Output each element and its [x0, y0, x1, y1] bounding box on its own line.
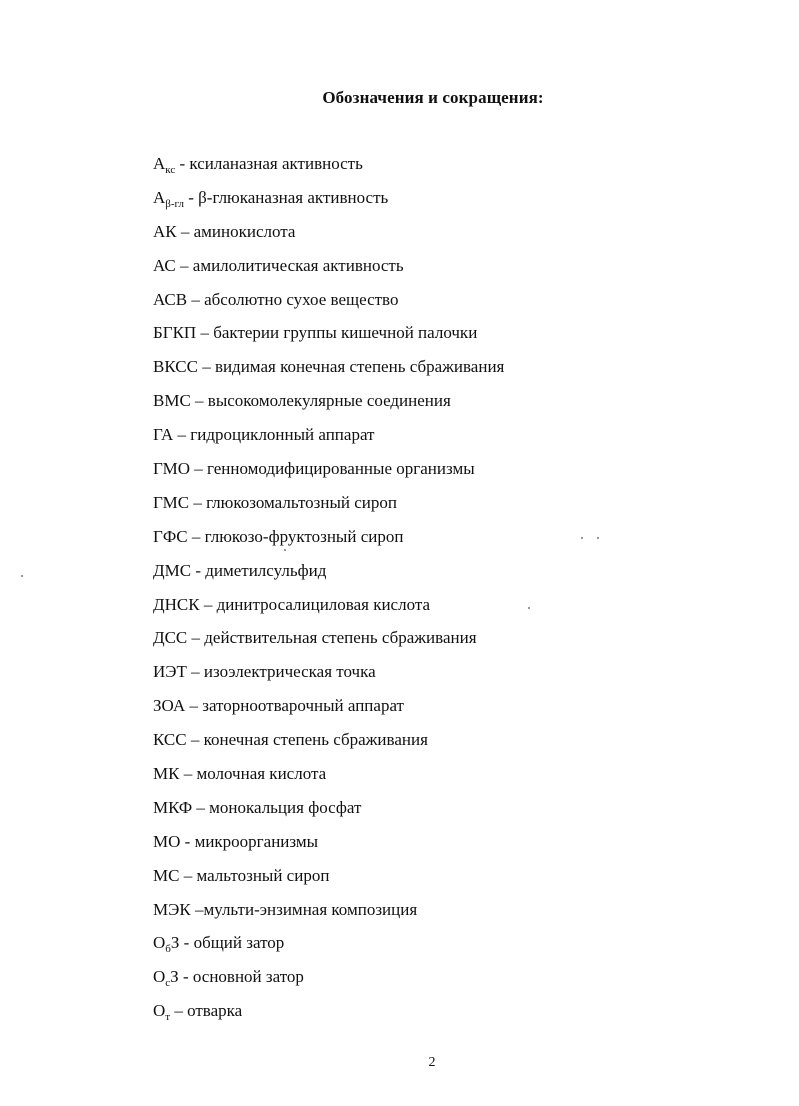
scan-speck: [21, 575, 23, 577]
definition: – монокальция фосфат: [192, 797, 362, 817]
abbreviation-subscript: с: [165, 977, 171, 990]
abbreviation: ВМС: [153, 391, 191, 411]
abbreviation: КСС: [153, 730, 187, 750]
list-item: [153, 424, 504, 458]
list-item: [153, 729, 504, 763]
definition: – действительная степень сбраживания: [187, 628, 477, 648]
definition: –мульти-энзимная композиция: [190, 899, 418, 919]
scan-speck: [581, 537, 583, 539]
abbreviation: О: [153, 933, 166, 953]
abbreviation: О: [153, 967, 166, 987]
list-item: [153, 831, 504, 865]
definition: – аминокислота: [176, 221, 296, 241]
abbreviation: О: [153, 1001, 166, 1021]
abbreviation: ГА: [153, 425, 174, 445]
list-item: [153, 356, 504, 390]
abbreviation: ДНСК: [153, 594, 200, 614]
definition: З - основной затор: [170, 967, 304, 987]
list-item: [153, 1000, 504, 1034]
page-title: Обозначения и сокращения:: [322, 88, 544, 107]
list-item: [153, 153, 504, 187]
list-item: [153, 289, 504, 323]
list-item: [153, 322, 504, 356]
definition: З - общий затор: [170, 933, 285, 953]
definition: – глюкозомальтозный сироп: [189, 492, 397, 512]
page-number: 2: [428, 1055, 436, 1070]
list-item: [153, 390, 504, 424]
abbreviation: ВКСС: [153, 357, 198, 377]
definition: – изоэлектрическая точка: [186, 662, 376, 682]
abbreviation-subscript: б: [165, 943, 171, 956]
definition: – молочная кислота: [179, 764, 327, 784]
list-item: [153, 763, 504, 797]
abbreviation: А: [153, 187, 166, 207]
abbreviation: А: [153, 154, 166, 173]
abbreviation: МС: [153, 865, 180, 885]
scan-speck: [284, 549, 286, 551]
definition: – абсолютно сухое вещество: [187, 289, 399, 309]
definition: – мальтозный сироп: [179, 865, 330, 885]
list-item: [153, 865, 504, 899]
definition: – высокомолекулярные соединения: [190, 391, 451, 411]
scan-speck: [528, 607, 530, 609]
abbreviation: АС: [153, 255, 176, 275]
list-item: [153, 221, 504, 255]
list-item: [153, 627, 504, 661]
abbreviation: МК: [153, 764, 180, 784]
definition: – амилолитическая активность: [175, 255, 404, 275]
definition: – заторноотварочный аппарат: [185, 696, 404, 716]
abbreviation: АСВ: [153, 289, 188, 309]
list-item: [153, 458, 504, 492]
abbreviation-subscript: β-гл: [165, 197, 184, 210]
list-item: [153, 661, 504, 695]
definition: – бактерии группы кишечной палочки: [196, 323, 478, 343]
abbreviation: ДМС: [153, 560, 192, 580]
list-item: [153, 560, 504, 594]
definition: - диметилсульфид: [191, 560, 327, 580]
definition: – глюкозо-фруктозный сироп: [187, 526, 404, 546]
definition: – гидроциклонный аппарат: [173, 425, 375, 445]
abbreviation: ДСС: [153, 628, 188, 648]
abbreviation: МЭК: [153, 899, 191, 919]
abbreviation-list: [153, 153, 504, 1034]
abbreviation: МО: [153, 831, 181, 851]
abbreviation-subscript: кс: [165, 164, 176, 176]
abbreviation: АК: [153, 221, 177, 241]
definition: – видимая конечная степень сбраживания: [197, 357, 505, 377]
definition: - ксиланазная активность: [175, 154, 363, 173]
list-item: [153, 526, 504, 560]
abbreviation: ЗОА: [153, 696, 186, 716]
list-item: [153, 899, 504, 933]
list-item: [153, 255, 504, 289]
definition: - β-глюканазная активность: [183, 187, 389, 207]
definition: - микроорганизмы: [180, 831, 319, 851]
scan-speck: [597, 537, 599, 539]
definition: – конечная степень сбраживания: [186, 730, 428, 750]
definition: – отварка: [170, 1001, 243, 1021]
abbreviation: ГМС: [153, 492, 190, 512]
list-item: [153, 966, 504, 1000]
list-item: [153, 492, 504, 526]
list-item: [153, 695, 504, 729]
list-item: [153, 594, 504, 628]
list-item: [153, 932, 504, 966]
abbreviation-subscript: т: [165, 1011, 171, 1024]
definition: – динитросалициловая кислота: [199, 594, 431, 614]
abbreviation: ГФС: [153, 526, 188, 546]
abbreviation: БГКП: [153, 323, 197, 343]
list-item: [153, 797, 504, 831]
abbreviation: ГМО: [153, 459, 190, 479]
definition: – генномодифицированные организмы: [190, 459, 475, 479]
abbreviation: МКФ: [153, 797, 193, 817]
list-item: [153, 187, 504, 221]
abbreviation: ИЭТ: [153, 662, 187, 682]
